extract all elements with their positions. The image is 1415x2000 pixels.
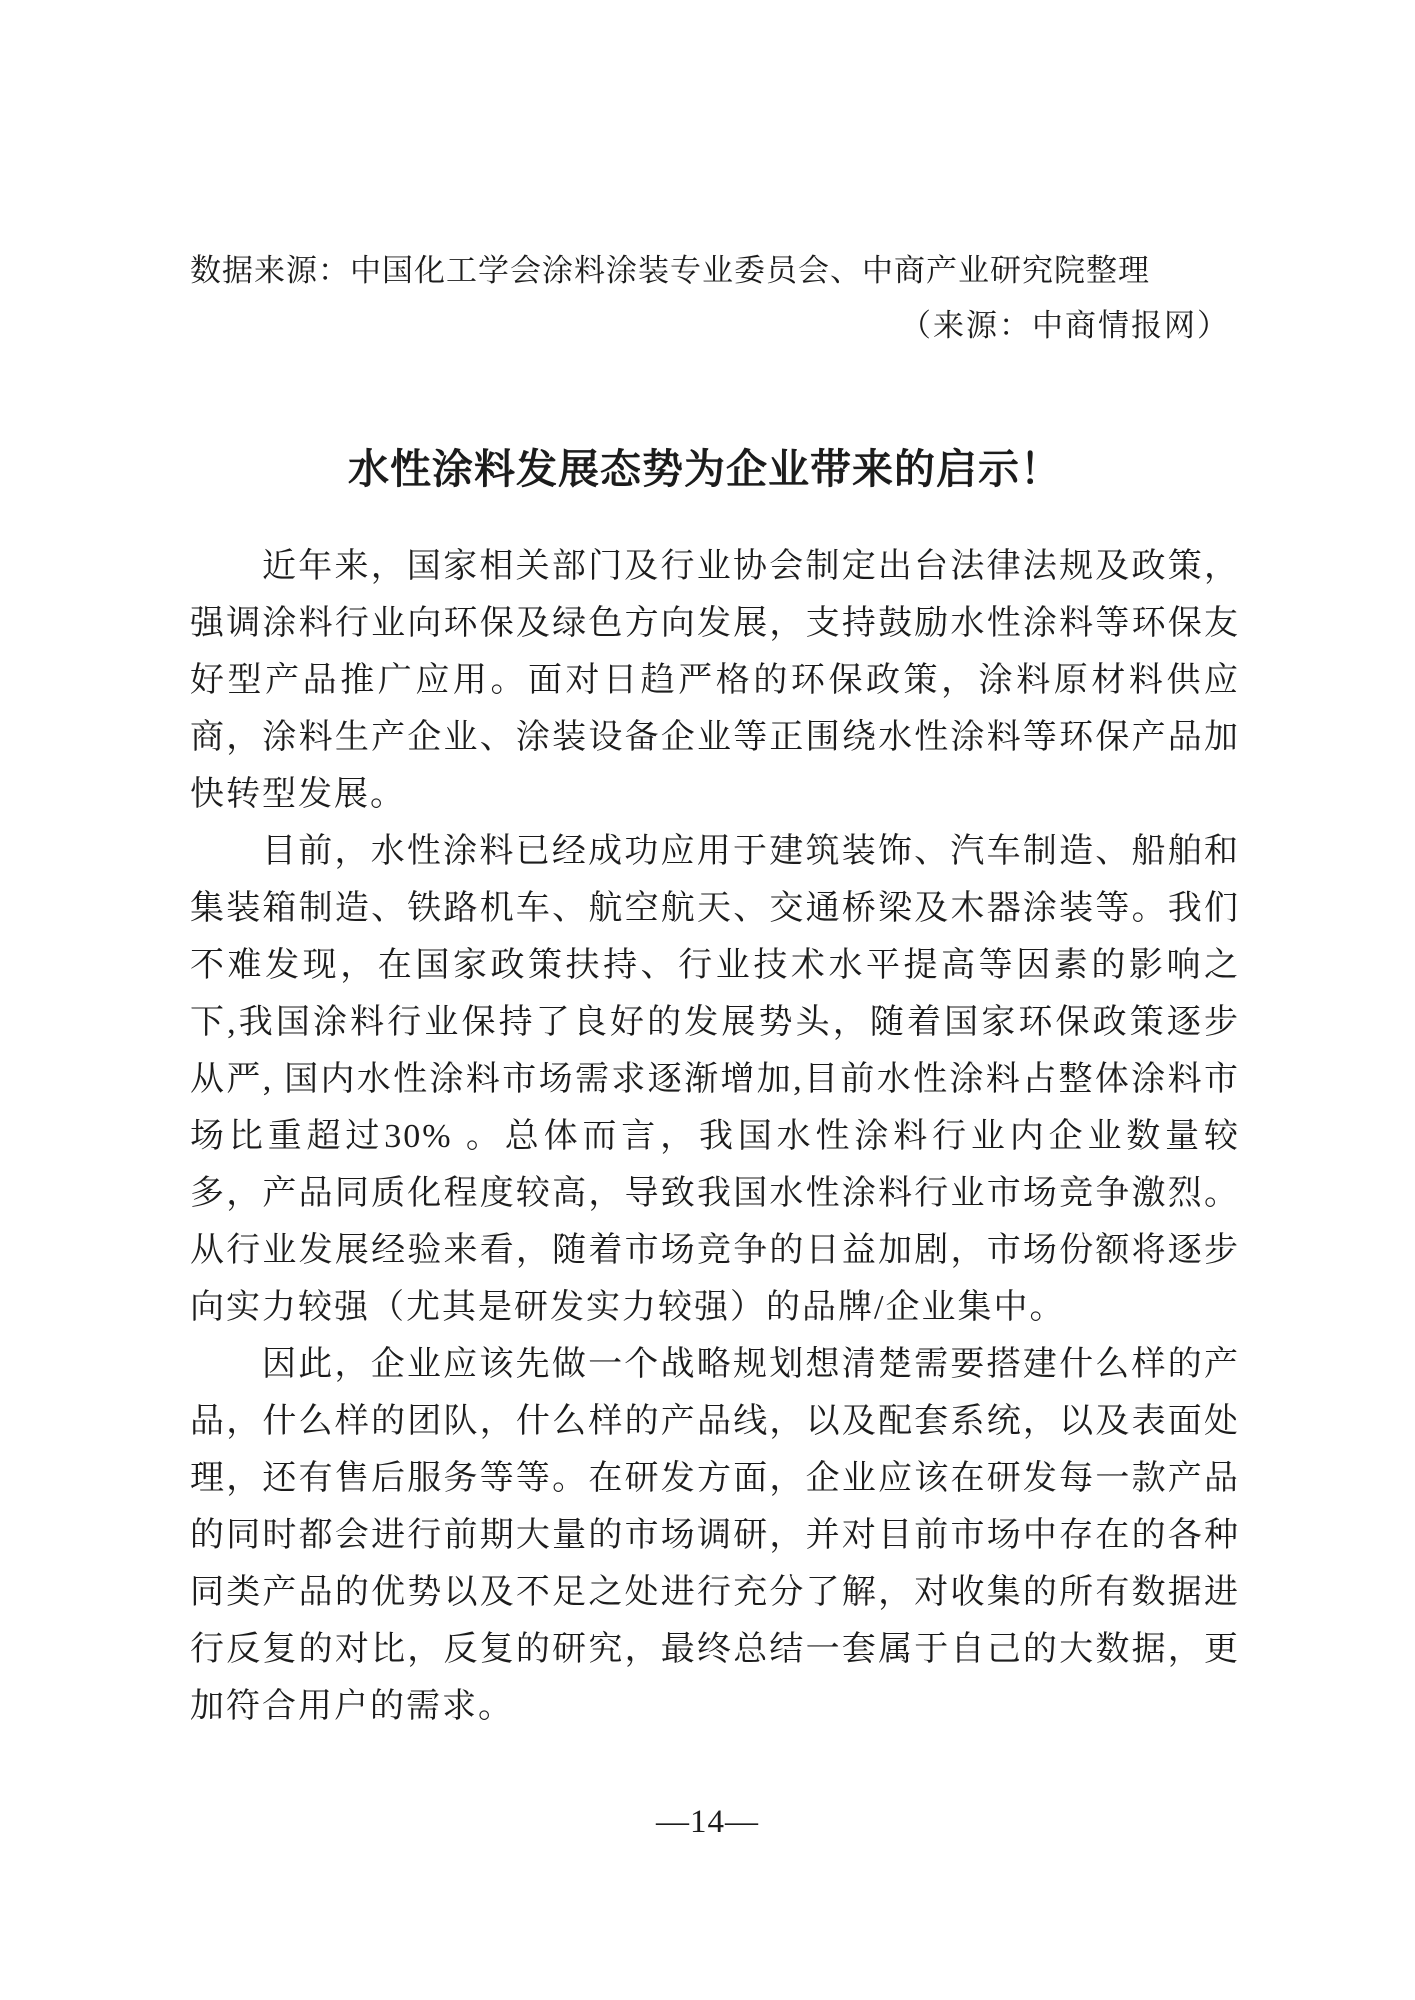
article-body [190, 538, 1240, 1735]
paragraph-3: 因此，企业应该先做一个战略规划想清楚需要搭建什么样的产品，什么样的团队，什么样的产品线，以及配套系统，以及表面处理，还有售后服务等等。在研发方面，企业应该在研发每一款产品的同时都会进行前期大量的市场调研，并对目前市场中存在的各种同类产品的优势以及不足之处进行充分了解，对收集的所有数据进行反复的对比，反复的研究，最终总结一套属于自己的大数据，更加符合用户的需求。 [190, 1346, 1240, 1725]
source-attribution-text: （来源：中商情报网） [900, 308, 1230, 343]
paragraph-2: 目前，水性涂料已经成功应用于建筑装饰、汽车制造、船舶和集装箱制造、铁路机车、航空航天、交通桥梁及木器涂装等。我们不难发现，在国家政策扶持、行业技术水平提高等因素的影响之下,我国涂料行业保持了良好的发展势头，随着国家环保政策逐步从严, 国内水性涂料市场需求逐渐增加,目前水性涂料占整体涂料市场比重超过30% 。总体而言，我国水性涂料行业内企业数量较多，产品同质化程度较高，导致我国水性涂料行业市场竞争激烈。从行业发展经验来看，随着市场竞争的日益加剧，市场份额将逐步向实力较强（尤其是研发实力较强）的品牌/企业集中。 [190, 833, 1240, 1326]
page-number: —14— [656, 1804, 759, 1840]
paragraph-1: 近年来，国家相关部门及行业协会制定出台法律法规及政策，强调涂料行业向环保及绿色方向发展，支持鼓励水性涂料等环保友好型产品推广应用。面对日趋严格的环保政策，涂料原材料供应商，涂料生产企业、涂装设备企业等正围绕水性涂料等环保产品加快转型发展。 [190, 548, 1240, 813]
article-title: 水性涂料发展态势为企业带来的启示！ [348, 446, 1062, 492]
data-source-text: 数据来源：中国化工学会涂料涂装专业委员会、中商产业研究院整理 [190, 253, 1150, 288]
data-source-block [190, 243, 1230, 353]
